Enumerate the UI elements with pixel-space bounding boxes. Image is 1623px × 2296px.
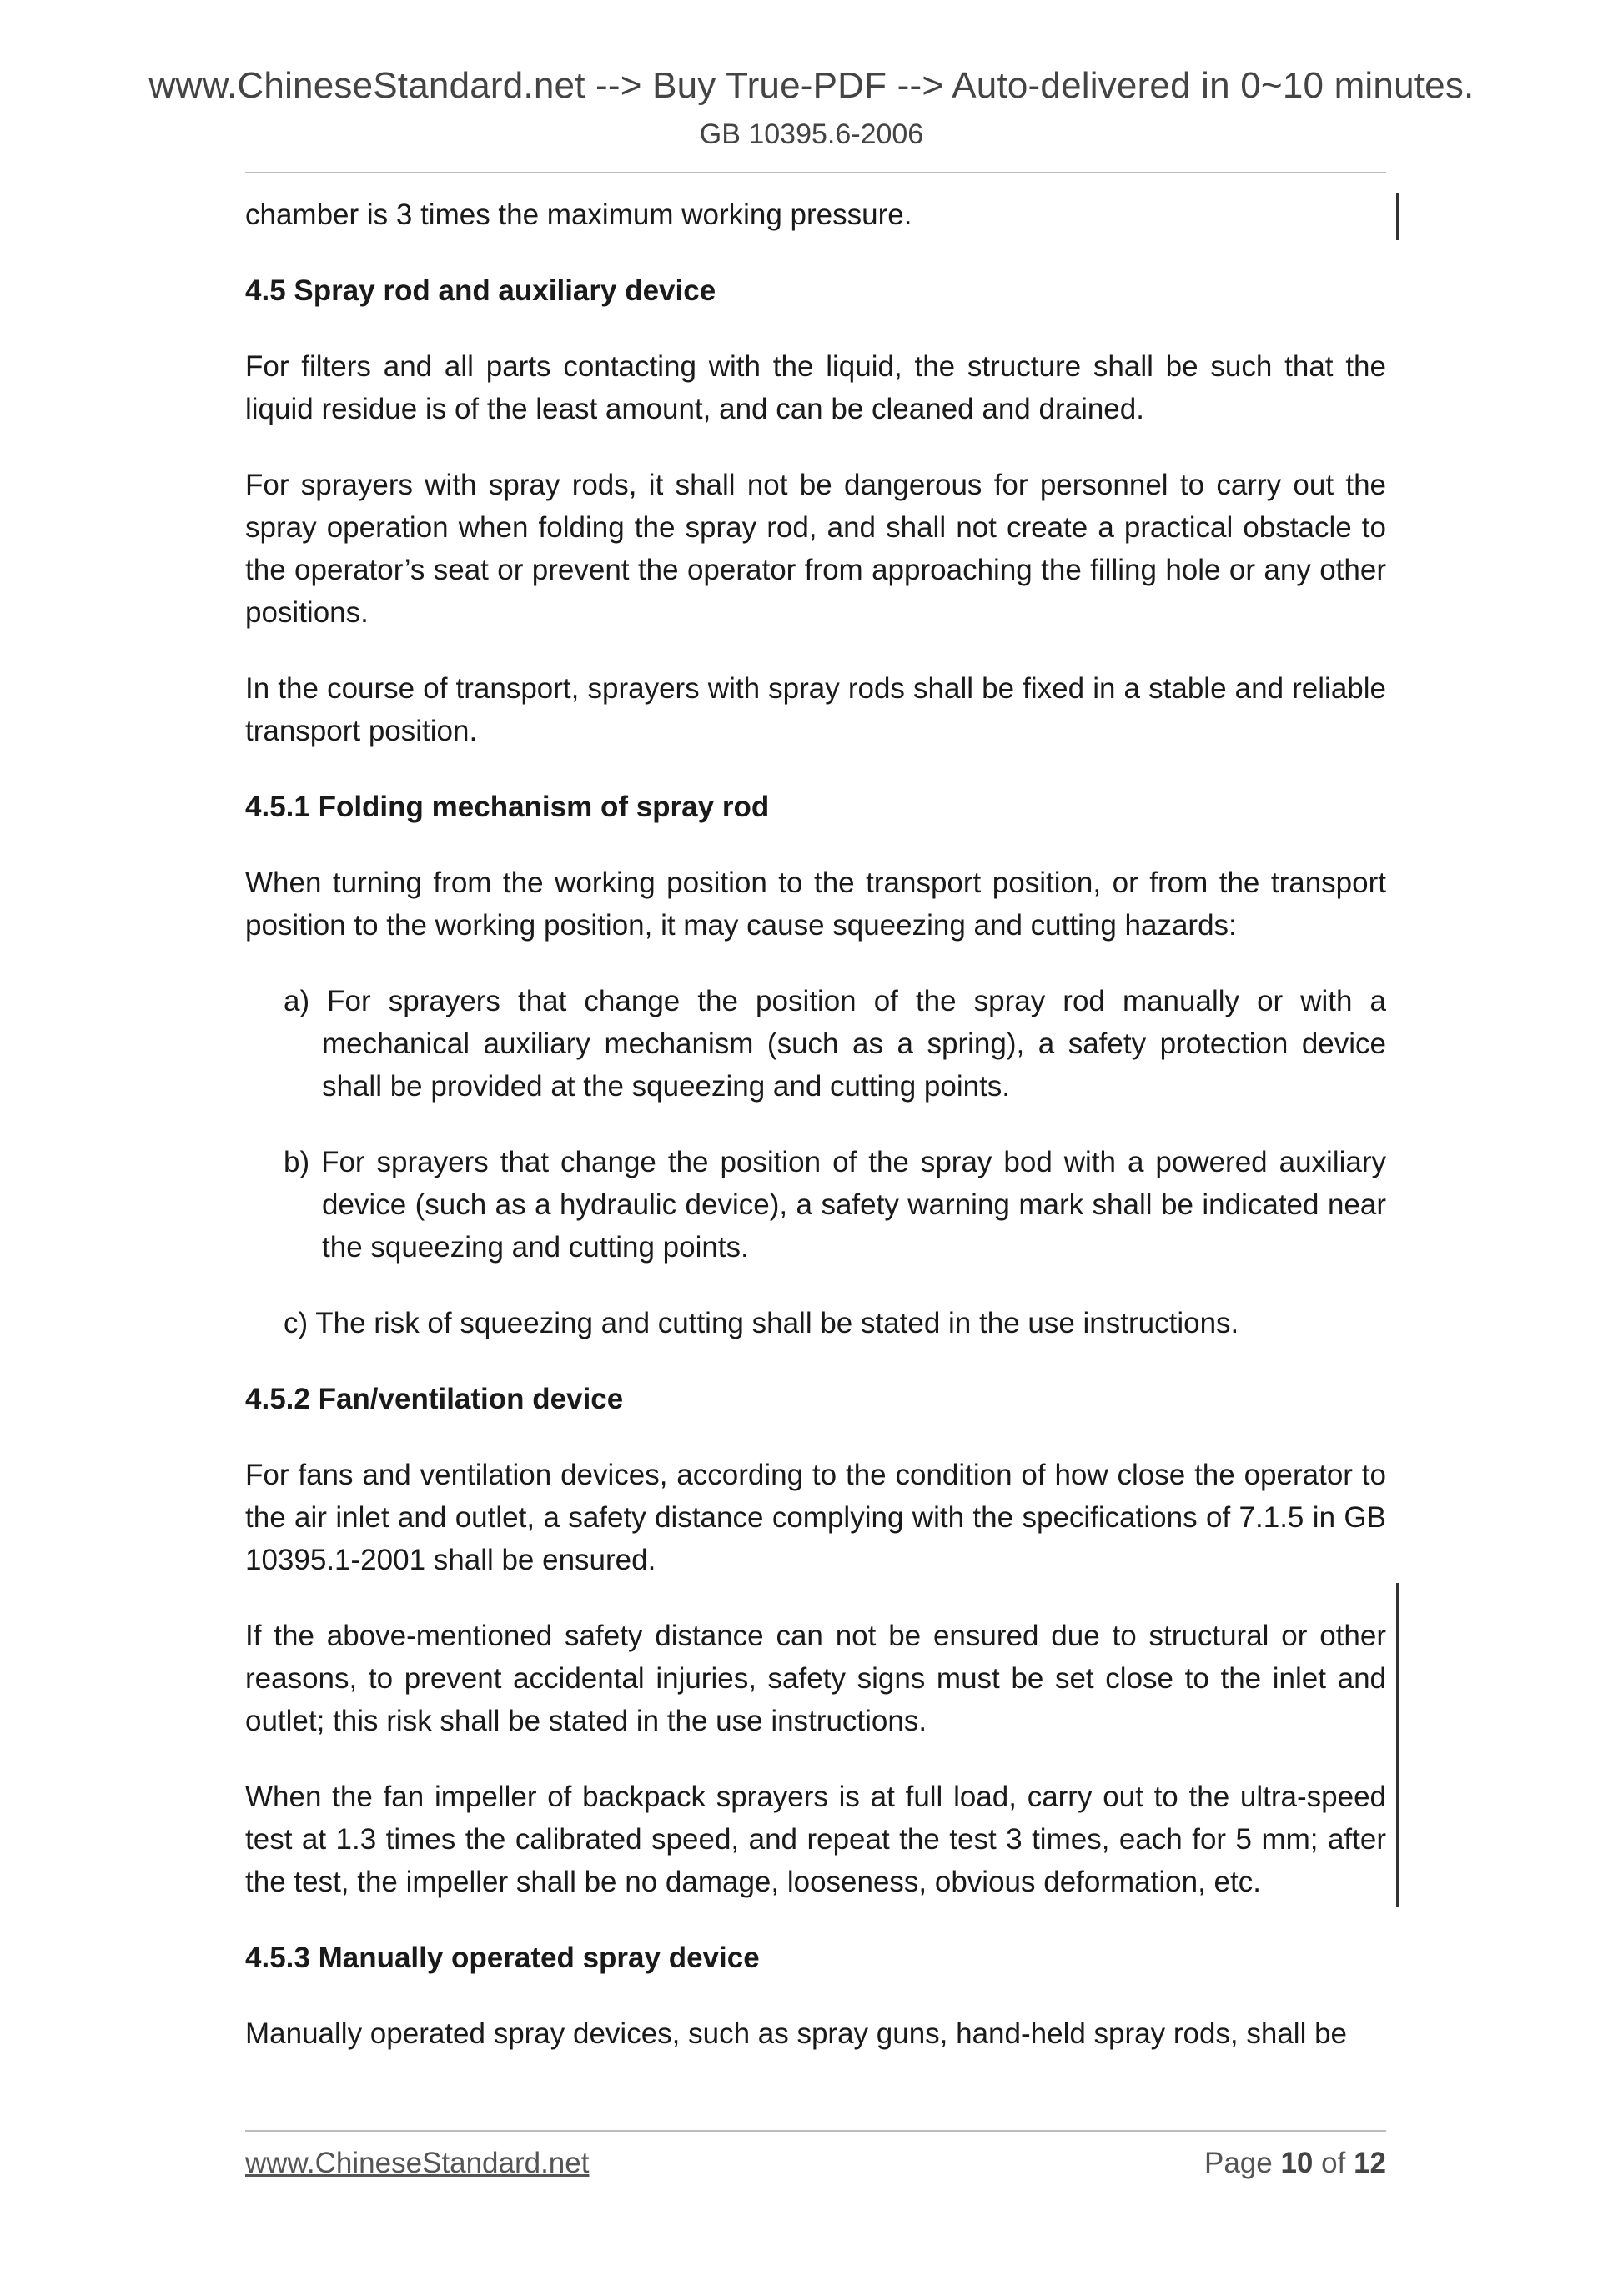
section-heading-4-5-2: 4.5.2 Fan/ventilation device (245, 1383, 624, 1415)
paragraph: For sprayers with spray rods, it shall not be dangerous for personnel to carry out the spray operation when folding the spray rod, and shall not create a practical obstacle to the operator’s seat or prevent the operator from approaching the filling hole or any other positions. (245, 469, 1386, 629)
header-banner: www.ChineseStandard.net --> Buy True-PDF --> Auto-delivered in 0~10 minutes. (148, 65, 1475, 106)
paragraph: When the fan impeller of backpack sprayers is at full load, carry out to the ultra-speed test at 1.3 times the calibrated speed, and repeat the test 3 times, each for 5 mm; after the test, the impeller shall be no damage, looseness, obvious deformation, etc. (245, 1781, 1386, 1898)
header-divider (245, 172, 1386, 173)
paragraph: Manually operated spray devices, such as spray guns, hand-held spray rods, shall be (245, 2017, 1348, 2050)
list-item-b: b) For sprayers that change the position of the spray bod with a powered auxiliary device (such as a hydraulic device), a safety warning mark shall be indicated near the squeezing and cutting points. (284, 1146, 1386, 1264)
page-word: Page (1203, 2147, 1273, 2179)
section-heading-4-5: 4.5 Spray rod and auxiliary device (245, 274, 716, 307)
list-item-a: a) For sprayers that change the position of the spray rod manually or with a mechanical auxiliary mechanism (such as a spring), a safety protection device shall be provided at the squeezing and cutting points. (284, 985, 1386, 1103)
section-heading-4-5-3: 4.5.3 Manually operated spray device (245, 1942, 760, 1974)
revision-bar (1396, 1583, 1399, 1907)
paragraph: When turning from the working position to the transport position, or from the transport position to the working position, it may cause squeezing and cutting hazards: (245, 867, 1386, 942)
list-item-c: c) The risk of squeezing and cutting shall be stated in the use instructions. (284, 1307, 1239, 1339)
page-current: 10 (1280, 2147, 1314, 2179)
page-number (1204, 2147, 1386, 2180)
document-body (245, 193, 1386, 2088)
paragraph: For filters and all parts contacting with the liquid, the structure shall be such that the liquid residue is of the least amount, and can be cleaned and drained. (245, 350, 1386, 425)
revision-bar (1396, 193, 1399, 240)
paragraph: For fans and ventilation devices, according to the condition of how close the operator to the air inlet and outlet, a safety distance complying with the specifications of 7.1.5 in GB 10395.1-2001 shall be ensured. (245, 1459, 1386, 1576)
page-of: of (1321, 2147, 1346, 2179)
paragraph: If the above-mentioned safety distance can not be ensured due to structural or other reasons, to prevent accidental injuries, safety signs must be set close to the inlet and outlet; this risk shall be stated in the use instructions. (245, 1620, 1386, 1737)
paragraph: chamber is 3 times the maximum working pressure. (245, 198, 912, 231)
document-id: GB 10395.6-2006 (699, 118, 924, 150)
footer-divider (245, 2130, 1386, 2132)
page-total: 12 (1354, 2147, 1386, 2179)
footer-site-link[interactable]: www.ChineseStandard.net (245, 2147, 590, 2179)
section-heading-4-5-1: 4.5.1 Folding mechanism of spray rod (245, 791, 770, 823)
paragraph: In the course of transport, sprayers with spray rods shall be fixed in a stable and reliable transport position. (245, 672, 1386, 747)
